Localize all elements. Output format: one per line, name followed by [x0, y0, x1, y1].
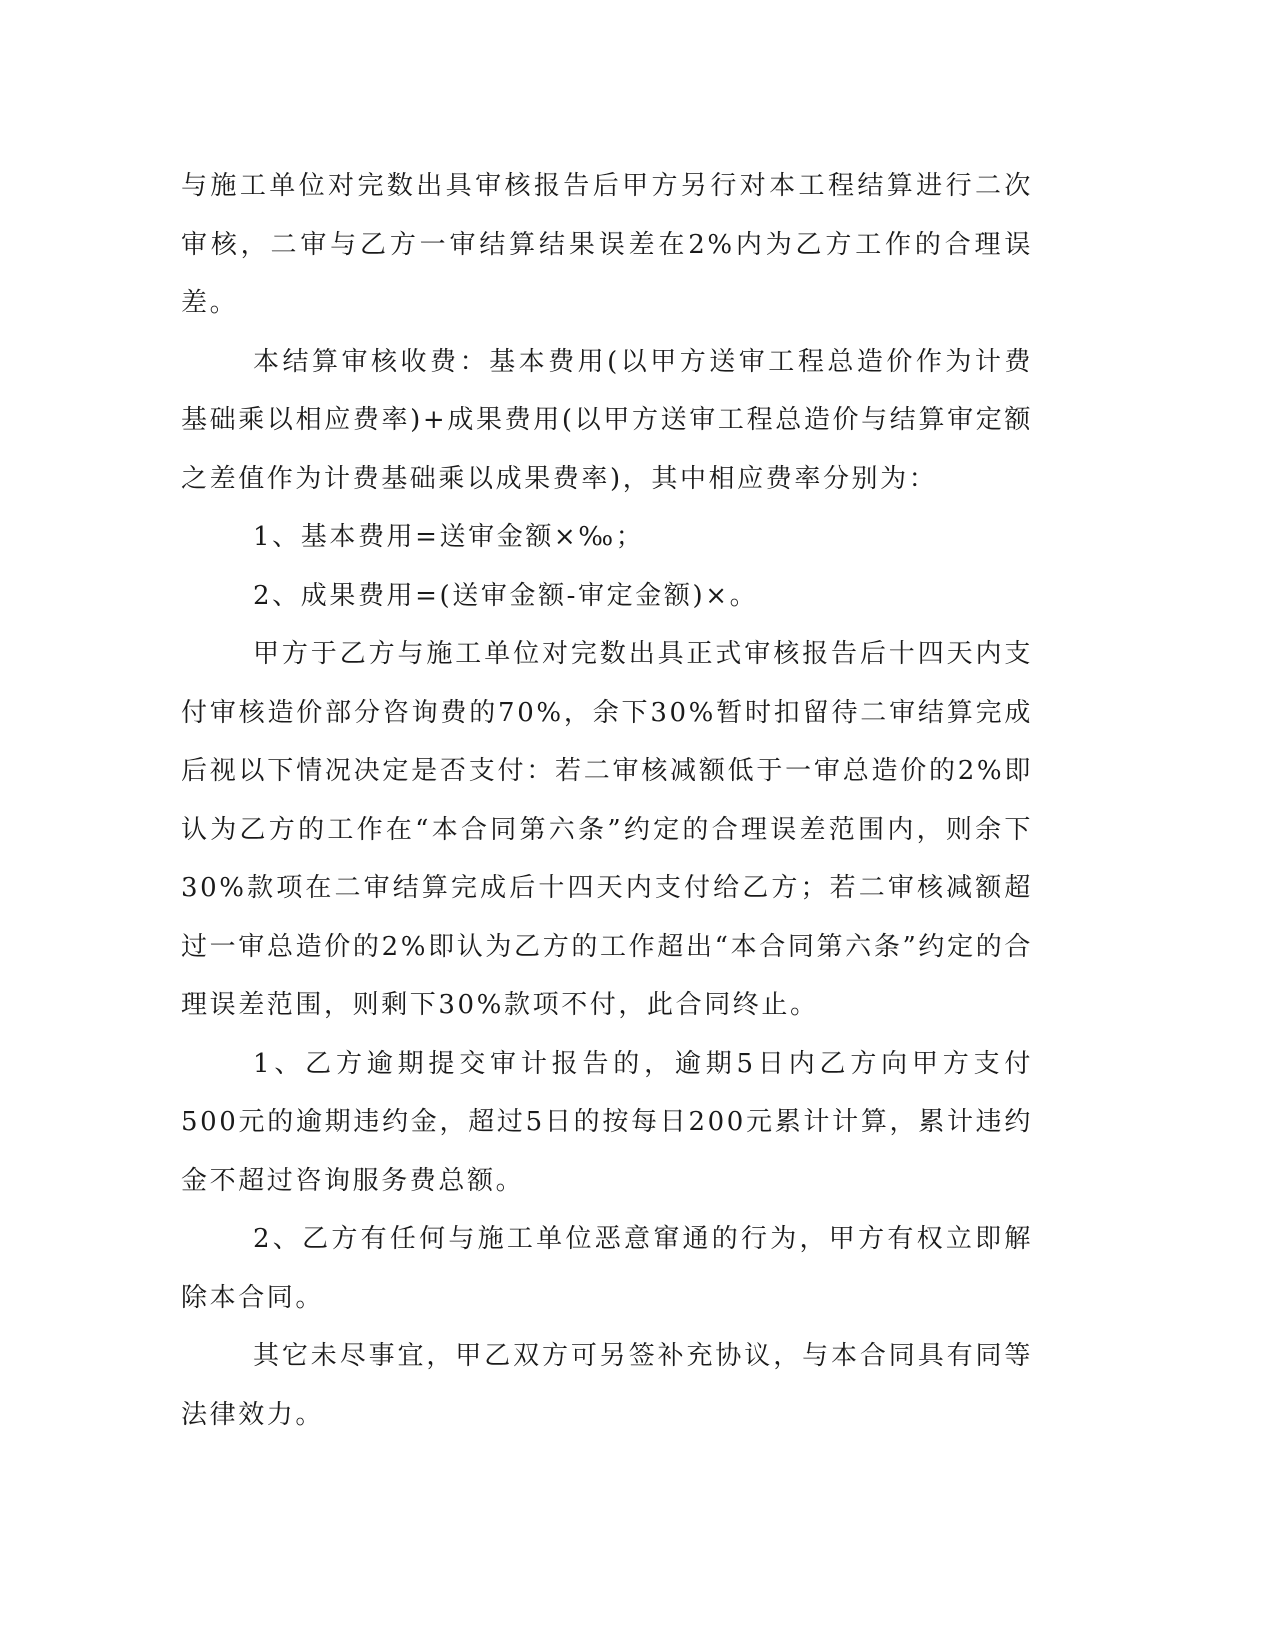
paragraph-supplementary: 其它未尽事宜，甲乙双方可另签补充协议，与本合同具有同等法律效力。 — [181, 1341, 1033, 1430]
paragraph-result-fee: 2、成果费用=(送审金额-审定金额)×。 — [253, 580, 759, 611]
paragraph-termination: 2、乙方有任何与施工单位恶意窜通的行为，甲方有权立即解除本合同。 — [181, 1224, 1033, 1313]
paragraph-review-error-margin: 与施工单位对完数出具审核报告后甲方另行对本工程结算进行二次审核，二审与乙方一审结算结果误差在2%内为乙方工作的合理误差。 — [181, 171, 1033, 318]
paragraph-basic-fee: 1、基本费用=送审金额×‰； — [253, 522, 645, 552]
document-body — [181, 157, 1033, 1444]
paragraph-fee-structure: 本结算审核收费：基本费用(以甲方送审工程总造价作为计费基础乘以相应费率)+成果费用(以甲方送审工程总造价与结算审定额之差值作为计费基础乘以成果费率)，其中相应费率分别为： — [181, 346, 1033, 494]
paragraph-payment-terms: 甲方于乙方与施工单位对完数出具正式审核报告后十四天内支付审核造价部分咨询费的70%，余下30%暂时扣留待二审结算完成后视以下情况决定是否支付：若二审核减额低于一审总造价的2%即认为乙方的工作在“本合同第六条”约定的合理误差范围内，则余下30%款项在二审结算完成后十四天内支付给乙方；若二审核减额超过一审总造价的2%即认为乙方的工作超出“本合同第六条”约定的合理误差范围，则剩下30%款项不付，此合同终止。 — [181, 639, 1033, 1020]
paragraph-late-penalty: 1、乙方逾期提交审计报告的，逾期5日内乙方向甲方支付500元的逾期违约金，超过5日的按每日200元累计计算，累计违约金不超过咨询服务费总额。 — [181, 1048, 1033, 1196]
